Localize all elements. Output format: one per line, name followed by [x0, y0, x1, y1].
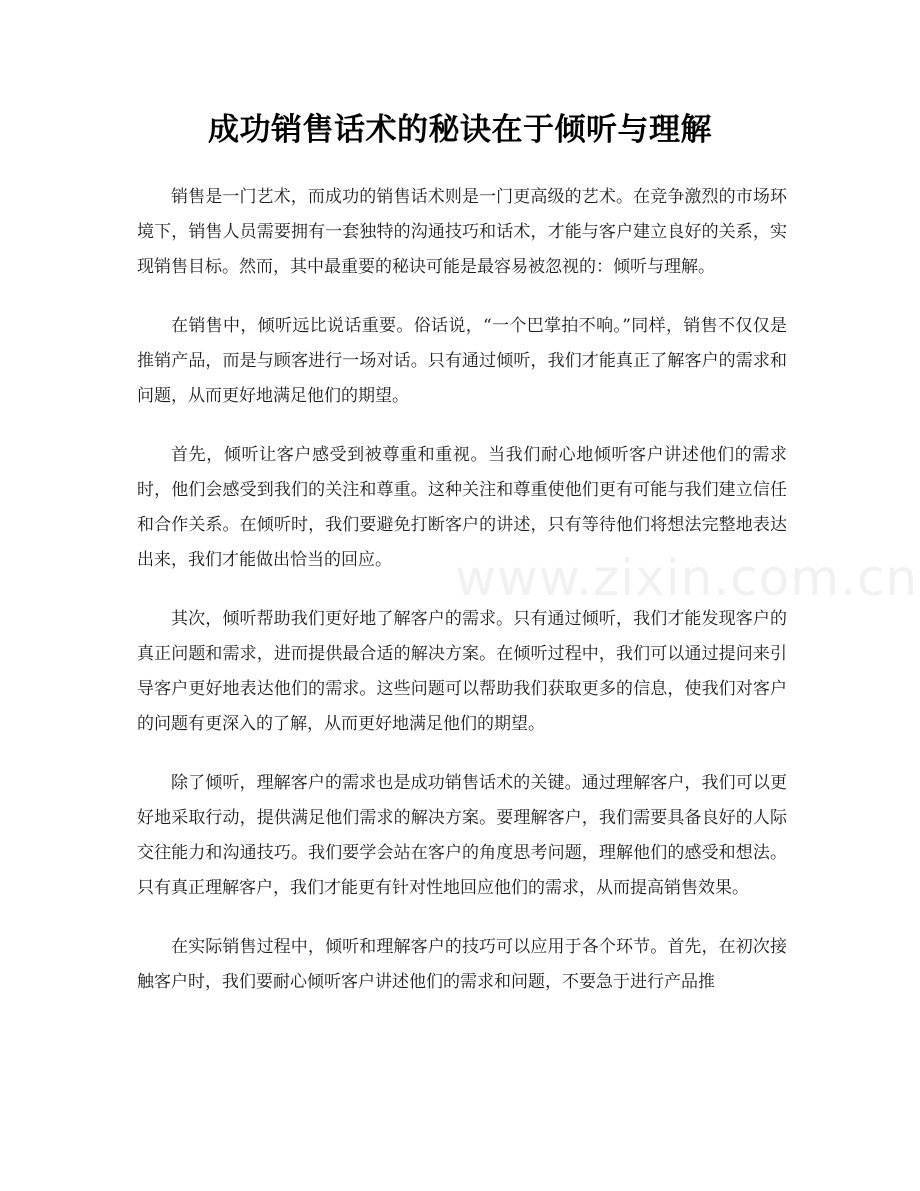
paragraph-4: 其次，倾听帮助我们更好地了解客户的需求。只有通过倾听，我们才能发现客户的真正问题和需求，进而提供最合适的解决方案。在倾听过程中，我们可以通过提问来引导客户更好地表达他们的需求。这些问题可以帮助我们获取更多的信息，使我们对客户的问题有更深入的了解，从而更好地满足他们的期望。 — [137, 609, 787, 734]
watermark: www.zixin.com.cn — [455, 549, 919, 607]
document-title: 成功销售话术的秘诀在于倾听与理解 — [208, 112, 712, 148]
paragraph-3: 首先，倾听让客户感受到被尊重和重视。当我们耐心地倾听客户讲述他们的需求时，他们会感受到我们的关注和尊重。这种关注和尊重使他们更有可能与我们建立信任和合作关系。在倾听时，我们要避免打断客户的讲述，只有等待他们将想法完整地表达出来，我们才能做出恰当的回应。 — [137, 445, 787, 570]
paragraph-6: 在实际销售过程中，倾听和理解客户的技巧可以应用于各个环节。首先，在初次接触客户时，我们要耐心倾听客户讲述他们的需求和问题，不要急于进行产品推 — [137, 937, 787, 992]
paragraph-1: 销售是一门艺术，而成功的销售话术则是一门更高级的艺术。在竞争激烈的市场环境下，销售人员需要拥有一套独特的沟通技巧和话术，才能与客户建立良好的关系，实现销售目标。然而，其中最重要的秘诀可能是最容易被忽视的：倾听与理解。 — [137, 187, 787, 277]
paragraph-5: 除了倾听，理解客户的需求也是成功销售话术的关键。通过理解客户，我们可以更好地采取行动，提供满足他们需求的解决方案。要理解客户，我们需要具备良好的人际交往能力和沟通技巧。我们要学会站在客户的角度思考问题，理解他们的感受和想法。只有真正理解客户，我们才能更有针对性地回应他们的需求，从而提高销售效果。 — [137, 773, 787, 898]
paragraph-2: 在销售中，倾听远比说话重要。俗话说，“一个巴掌拍不响。”同样，销售不仅仅是推销产品，而是与顾客进行一场对话。只有通过倾听，我们才能真正了解客户的需求和问题，从而更好地满足他们的期望。 — [137, 316, 787, 406]
document-body — [137, 180, 787, 1024]
